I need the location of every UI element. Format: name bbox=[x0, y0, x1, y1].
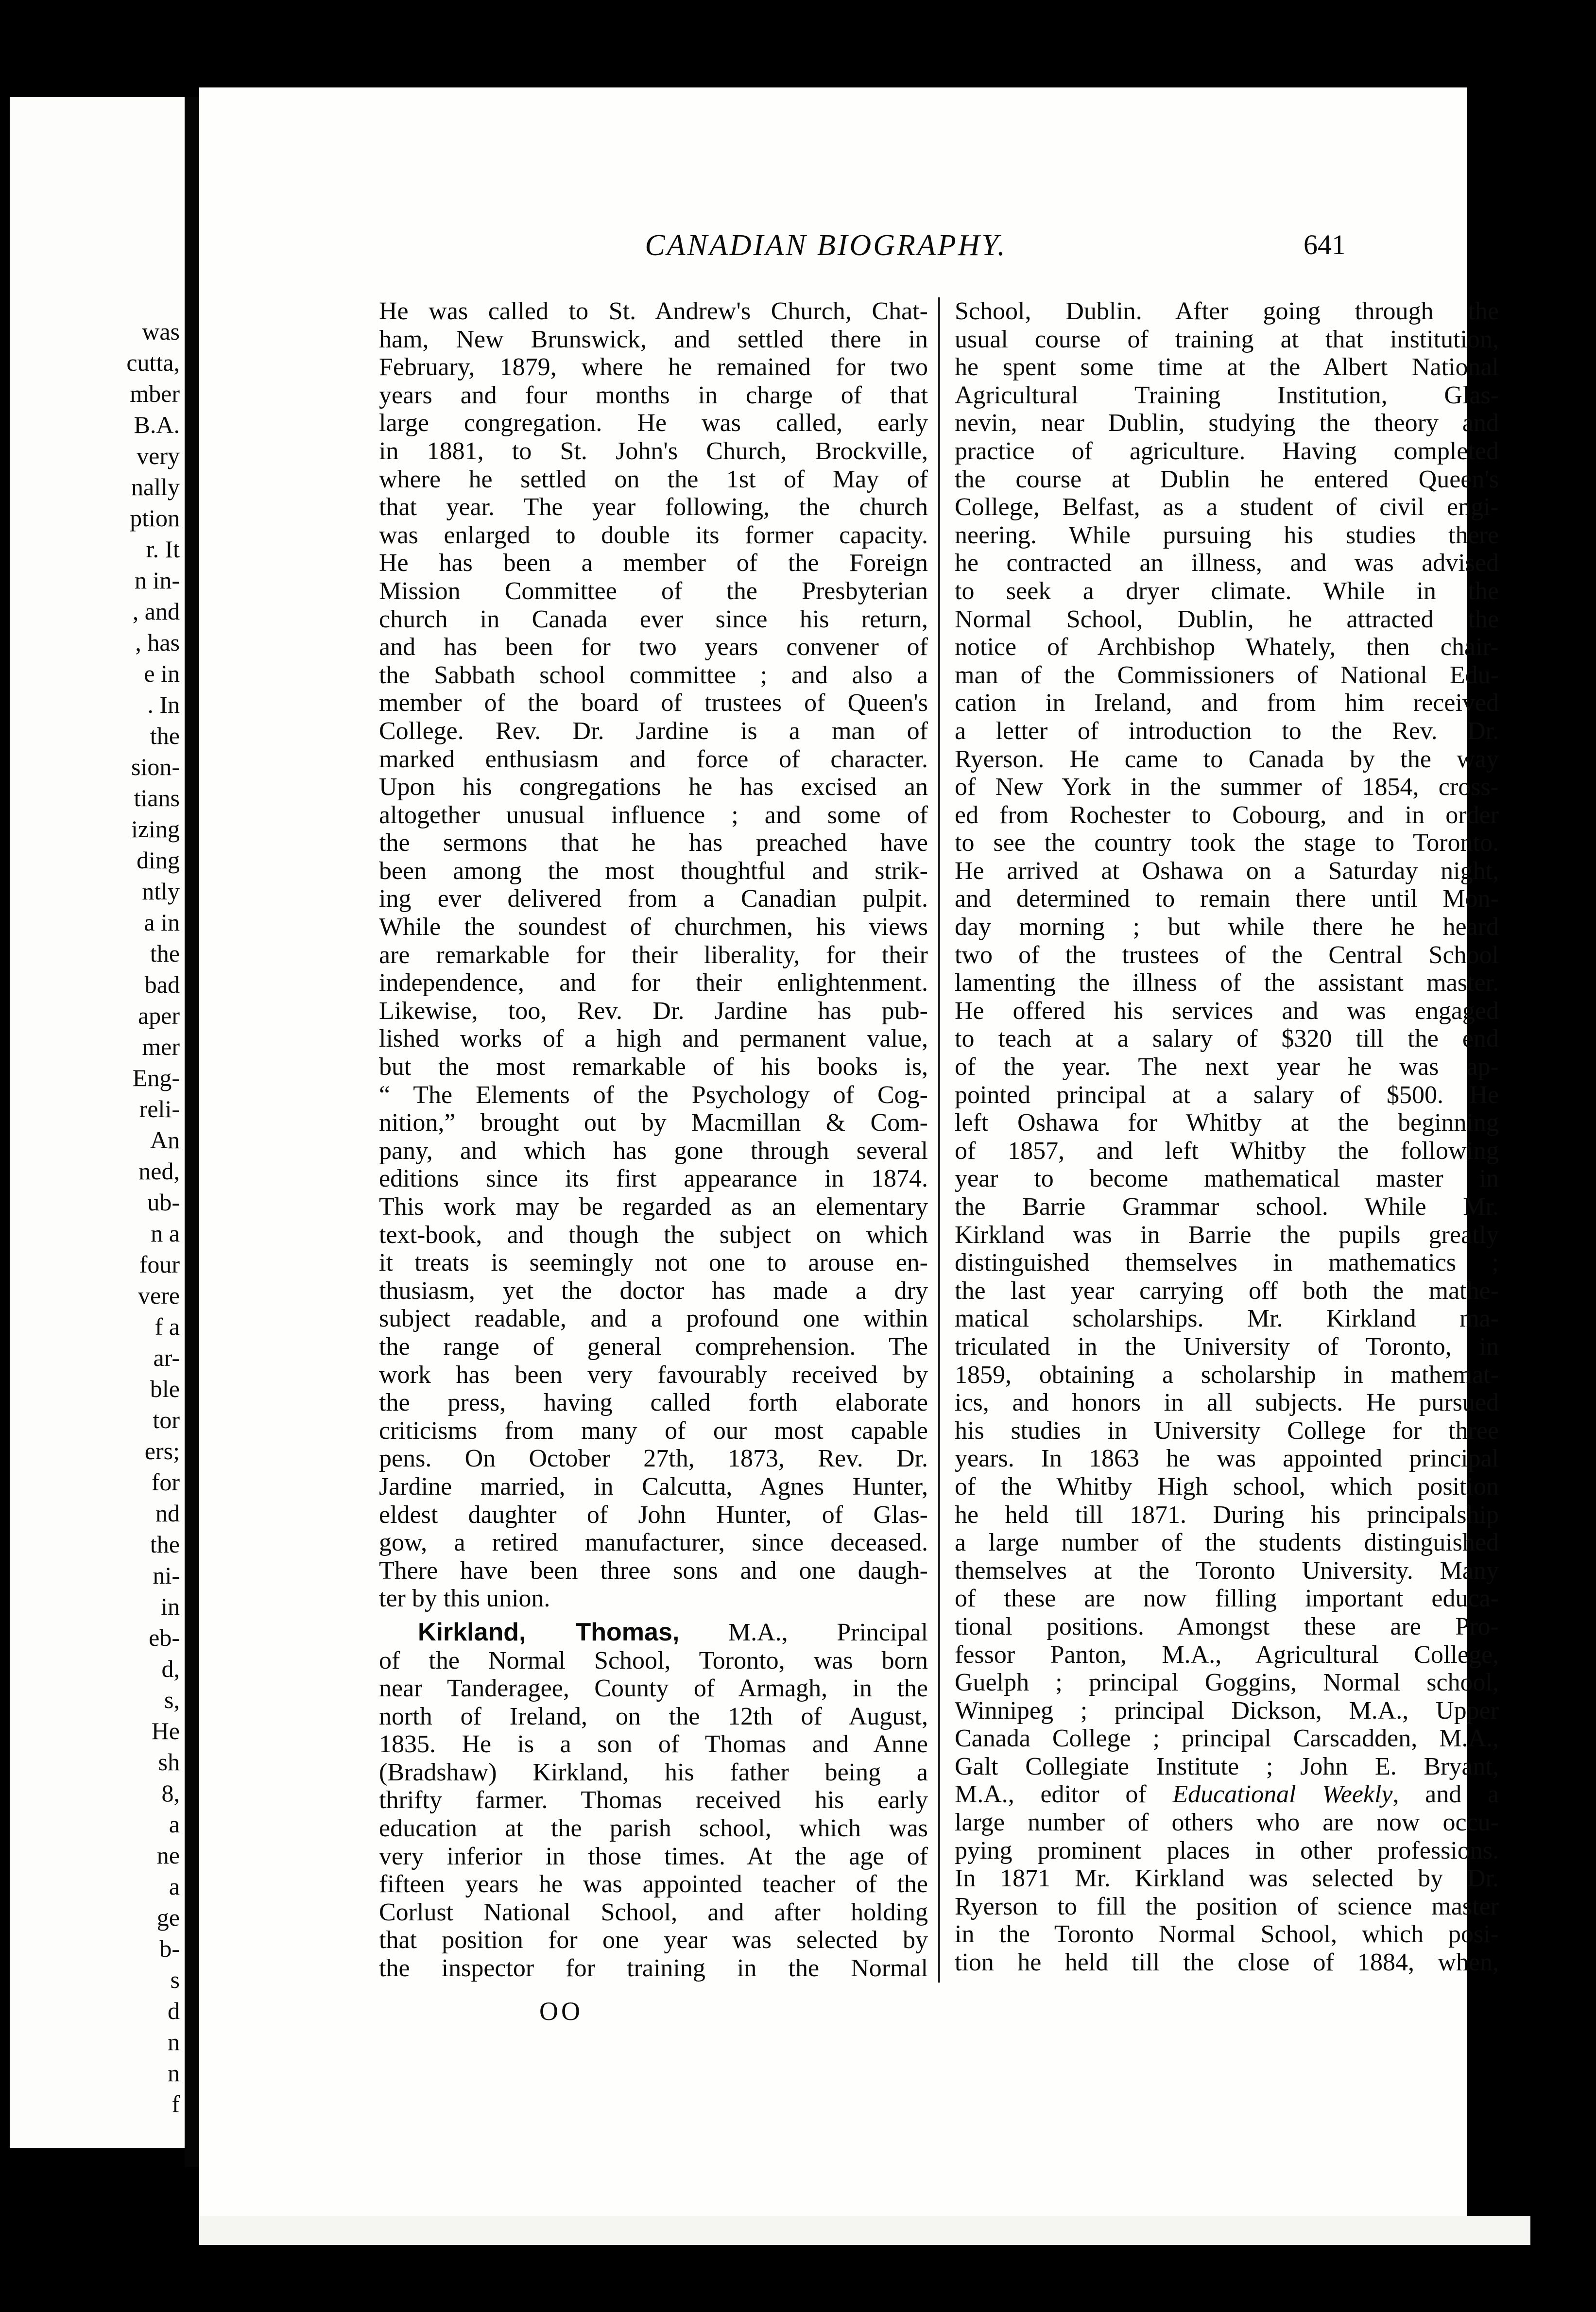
text-line: in the Toronto Normal School, which posi- bbox=[955, 1920, 1499, 1949]
text-line: the course at Dublin he entered Queen's bbox=[955, 465, 1499, 493]
text-line: that position for one year was selected by bbox=[379, 1926, 928, 1954]
text-line: to teach at a salary of $320 till the end bbox=[955, 1025, 1499, 1053]
text-line: north of Ireland, on the 12th of August, bbox=[379, 1702, 928, 1730]
text-line: pens. On October 27th, 1873, Rev. Dr. bbox=[379, 1445, 928, 1473]
text-line: Mission Committee of the Presbyterian bbox=[379, 577, 928, 605]
fragment-line: mer bbox=[142, 1033, 180, 1060]
page-edge bbox=[199, 2216, 1530, 2245]
text-line: criticisms from many of our most capable bbox=[379, 1416, 928, 1445]
fragment-line: reli- bbox=[139, 1095, 180, 1122]
fragment-line: Eng- bbox=[132, 1064, 180, 1091]
text-line: He has been a member of the Foreign bbox=[379, 549, 928, 577]
fragment-line: d, bbox=[161, 1655, 180, 1682]
entry-heading-line bbox=[379, 1619, 928, 1647]
text-line: tional positions. Amongst these are Pro- bbox=[955, 1612, 1499, 1640]
fragment-line: izing bbox=[131, 815, 180, 843]
text-line: pying prominent places in other professions. bbox=[955, 1836, 1499, 1864]
text-line: Ryerson to fill the position of science master bbox=[955, 1892, 1499, 1920]
text-line: He offered his services and was engaged bbox=[955, 997, 1499, 1025]
text-line: Normal School, Dublin, he attracted the bbox=[955, 605, 1499, 633]
fragment-line: ge bbox=[156, 1904, 180, 1931]
fragment-line: sh bbox=[158, 1748, 180, 1776]
text-line: tion he held till the close of 1884, when, bbox=[955, 1949, 1499, 1977]
text-line: of New York in the summer of 1854, cross- bbox=[955, 773, 1499, 801]
fragment-line: nally bbox=[131, 473, 180, 500]
text-line: Agricultural Training Institution, Glas- bbox=[955, 381, 1499, 409]
text-line: subject readable, and a profound one within bbox=[379, 1305, 928, 1333]
text-line: M.A., editor of Educational Weekly, and a bbox=[955, 1780, 1499, 1809]
text-line: where he settled on the 1st of May of bbox=[379, 465, 928, 493]
fragment-line: a in bbox=[144, 909, 180, 936]
text-line: was enlarged to double its former capacity. bbox=[379, 521, 928, 549]
text-line: ing ever delivered from a Canadian pulpit. bbox=[379, 885, 928, 913]
text-line: the inspector for training in the Normal bbox=[379, 1954, 928, 1983]
text-line: notice of Archbishop Whately, then chair- bbox=[955, 633, 1499, 661]
fragment-line: cutta, bbox=[126, 349, 180, 376]
fragment-line: n bbox=[168, 2028, 180, 2055]
fragment-line: for bbox=[151, 1468, 180, 1496]
text-line: eldest daughter of John Hunter, of Glas- bbox=[379, 1501, 928, 1529]
text-line: church in Canada ever since his return, bbox=[379, 605, 928, 633]
fragment-line: ar- bbox=[153, 1344, 180, 1371]
fragment-line: the bbox=[150, 940, 180, 967]
fragment-line: , has bbox=[135, 629, 180, 656]
fragment-line: B.A. bbox=[134, 411, 180, 438]
text-line: Upon his congregations he has excised an bbox=[379, 773, 928, 801]
text-line: large number of others who are now occu- bbox=[955, 1809, 1499, 1837]
text-line: (Bradshaw) Kirkland, his father being a bbox=[379, 1758, 928, 1786]
fragment-line: ub- bbox=[147, 1189, 180, 1216]
book-page bbox=[199, 87, 1499, 2216]
fragment-line: was bbox=[142, 318, 180, 345]
text-line: Canada College ; principal Carscadden, M.A., bbox=[955, 1725, 1499, 1753]
text-line: two of the trustees of the Central School bbox=[955, 941, 1499, 969]
text-line: distinguished themselves in mathematics ; bbox=[955, 1249, 1499, 1277]
fragment-line: n a bbox=[151, 1220, 180, 1247]
running-title: CANADIAN BIOGRAPHY. bbox=[645, 229, 1007, 262]
fragment-line: . In bbox=[147, 691, 180, 718]
text-line: the press, having called forth elaborate bbox=[379, 1389, 928, 1417]
fragment-line: 8, bbox=[161, 1779, 180, 1807]
text-line: Corlust National School, and after holding bbox=[379, 1898, 928, 1926]
text-line: a large number of the students distinguished bbox=[955, 1529, 1499, 1557]
text-line: his studies in University College for three bbox=[955, 1416, 1499, 1445]
fragment-line: very bbox=[137, 442, 180, 469]
text-line: it treats is seemingly not one to arouse en- bbox=[379, 1249, 928, 1277]
text-line: of the Normal School, Toronto, was born bbox=[379, 1646, 928, 1674]
text-line: fifteen years he was appointed teacher of the bbox=[379, 1870, 928, 1898]
entry-title-text: M.A., Principal bbox=[679, 1618, 928, 1646]
text-line: marked enthusiasm and force of character. bbox=[379, 745, 928, 773]
text-line: been among the most thoughtful and strik- bbox=[379, 857, 928, 885]
book-gutter bbox=[185, 97, 199, 2167]
text-line: ics, and honors in all subjects. He pursued bbox=[955, 1389, 1499, 1417]
text-line: years. In 1863 he was appointed principal bbox=[955, 1445, 1499, 1473]
text-line: independence, and for their enlightenment. bbox=[379, 969, 928, 997]
text-line: text-book, and though the subject on which bbox=[379, 1221, 928, 1249]
fragment-line: , and bbox=[132, 598, 180, 625]
text-line: 1835. He is a son of Thomas and Anne bbox=[379, 1730, 928, 1759]
text-line: Ryerson. He came to Canada by the way bbox=[955, 745, 1499, 773]
running-head bbox=[199, 228, 1467, 272]
text-line: but the most remarkable of his books is, bbox=[379, 1053, 928, 1081]
fragment-line: e in bbox=[144, 660, 180, 687]
fragment-line: bad bbox=[144, 971, 180, 998]
text-line: the sermons that he has preached have bbox=[379, 829, 928, 857]
text-line: This work may be regarded as an elementary bbox=[379, 1193, 928, 1221]
text-line: usual course of training at that institution, bbox=[955, 325, 1499, 353]
fragment-line: n in- bbox=[134, 567, 180, 594]
text-line: education at the parish school, which was bbox=[379, 1814, 928, 1843]
text-line: of the Whitby High school, which position bbox=[955, 1472, 1499, 1501]
text-line: day morning ; but while there he heard bbox=[955, 913, 1499, 941]
text-line: School, Dublin. After going through the bbox=[955, 297, 1499, 325]
fragment-line: in bbox=[161, 1593, 180, 1620]
text-line: and has been for two years convener of bbox=[379, 633, 928, 661]
text-line: College. Rev. Dr. Jardine is a man of bbox=[379, 717, 928, 745]
fragment-line: tians bbox=[134, 784, 180, 811]
text-line: the range of general comprehension. The bbox=[379, 1332, 928, 1361]
text-line: he held till 1871. During his principalship bbox=[955, 1501, 1499, 1529]
text-line: Likewise, too, Rev. Dr. Jardine has pub- bbox=[379, 997, 928, 1025]
text-line: “ The Elements of the Psychology of Cog- bbox=[379, 1081, 928, 1109]
fragment-line: sion- bbox=[131, 753, 180, 780]
text-line: year to become mathematical master in bbox=[955, 1165, 1499, 1193]
fragment-line: s, bbox=[164, 1686, 180, 1713]
text-line: and determined to remain there until Mon- bbox=[955, 885, 1499, 913]
text-line: In 1871 Mr. Kirkland was selected by Dr. bbox=[955, 1864, 1499, 1893]
text-line: February, 1879, where he remained for two bbox=[379, 353, 928, 381]
fragment-line: An bbox=[150, 1126, 180, 1154]
text-line: College, Belfast, as a student of civil engi- bbox=[955, 493, 1499, 521]
text-line: ed from Rochester to Cobourg, and in order bbox=[955, 801, 1499, 829]
fragment-line: the bbox=[150, 722, 180, 749]
fragment-line: d bbox=[168, 1997, 180, 2024]
text-line: Kirkland was in Barrie the pupils greatly bbox=[955, 1221, 1499, 1249]
text-line: pany, and which has gone through several bbox=[379, 1137, 928, 1165]
previous-page-text bbox=[10, 316, 180, 2120]
text-line: He was called to St. Andrew's Church, Chat- bbox=[379, 297, 928, 325]
text-line: Galt Collegiate Institute ; John E. Bryant, bbox=[955, 1752, 1499, 1780]
entry-name: Kirkland, Thomas, bbox=[418, 1618, 680, 1646]
fragment-line: ne bbox=[156, 1842, 180, 1869]
fragment-line: ding bbox=[137, 846, 180, 874]
text-line: Guelph ; principal Goggins, Normal school, bbox=[955, 1669, 1499, 1697]
fragment-line: r. It bbox=[146, 535, 180, 563]
fragment-line: He bbox=[151, 1717, 180, 1744]
text-line: gow, a retired manufacturer, since deceased. bbox=[379, 1529, 928, 1557]
text-line: nition,” brought out by Macmillan & Com- bbox=[379, 1109, 928, 1137]
text-line: neering. While pursuing his studies there bbox=[955, 521, 1499, 549]
column-divider bbox=[938, 297, 940, 1983]
text-line: Winnipeg ; principal Dickson, M.A., Upper bbox=[955, 1696, 1499, 1725]
page-number: 641 bbox=[1304, 229, 1346, 260]
fragment-line: ers; bbox=[144, 1437, 180, 1465]
fragment-line: mber bbox=[130, 380, 180, 407]
text-line: he spent some time at the Albert National bbox=[955, 353, 1499, 381]
text-line: left Oshawa for Whitby at the beginning bbox=[955, 1109, 1499, 1137]
text-line: the Sabbath school committee ; and also a bbox=[379, 661, 928, 689]
text-line: to see the country took the stage to Toronto. bbox=[955, 829, 1499, 857]
fragment-line: ntly bbox=[142, 878, 180, 905]
fragment-line: the bbox=[150, 1531, 180, 1558]
fragment-line: tor bbox=[153, 1406, 180, 1433]
text-line: are remarkable for their liberality, for their bbox=[379, 941, 928, 969]
signature-mark: OO bbox=[539, 1997, 583, 2026]
text-line: lished works of a high and permanent value, bbox=[379, 1025, 928, 1053]
fragment-line: aper bbox=[137, 1002, 180, 1029]
text-line: of 1857, and left Whitby the following bbox=[955, 1137, 1499, 1165]
text-line: near Tanderagee, County of Armagh, in the bbox=[379, 1674, 928, 1703]
text-line: pointed principal at a salary of $500. He bbox=[955, 1081, 1499, 1109]
fragment-line: a bbox=[169, 1873, 180, 1900]
fragment-line: ned, bbox=[138, 1157, 180, 1185]
fragment-line: eb- bbox=[149, 1624, 180, 1651]
text-line: themselves at the Toronto University. Many bbox=[955, 1556, 1499, 1585]
text-line: nevin, near Dublin, studying the theory and bbox=[955, 409, 1499, 437]
text-line: Jardine married, in Calcutta, Agnes Hunter, bbox=[379, 1472, 928, 1501]
text-line: of the year. The next year he was ap- bbox=[955, 1053, 1499, 1081]
fragment-line: a bbox=[169, 1811, 180, 1838]
text-line: cation in Ireland, and from him received bbox=[955, 689, 1499, 717]
fragment-line: ption bbox=[130, 504, 180, 532]
fragment-line: n bbox=[168, 2059, 180, 2087]
text-line: editions since its first appearance in 1874. bbox=[379, 1165, 928, 1193]
text-line: member of the board of trustees of Queen's bbox=[379, 689, 928, 717]
text-line: He arrived at Oshawa on a Saturday night, bbox=[955, 857, 1499, 885]
fragment-line: s bbox=[170, 1966, 180, 1993]
fragment-line: f bbox=[172, 2090, 180, 2118]
fragment-line: b- bbox=[159, 1935, 180, 1962]
text-line: in 1881, to St. John's Church, Brockville, bbox=[379, 437, 928, 465]
fragment-line: ni- bbox=[153, 1562, 180, 1589]
text-line: While the soundest of churchmen, his views bbox=[379, 913, 928, 941]
fragment-line: nd bbox=[155, 1500, 180, 1527]
text-line: of these are now filling important educa- bbox=[955, 1585, 1499, 1613]
left-column bbox=[379, 297, 928, 1983]
text-line: fessor Panton, M.A., Agricultural College, bbox=[955, 1640, 1499, 1669]
right-column bbox=[955, 297, 1499, 1977]
text-line: lamenting the illness of the assistant master. bbox=[955, 969, 1499, 997]
text-line: altogether unusual influence ; and some of bbox=[379, 801, 928, 829]
text-line: man of the Commissioners of National Edu- bbox=[955, 661, 1499, 689]
text-line: large congregation. He was called, early bbox=[379, 409, 928, 437]
text-line: practice of agriculture. Having completed bbox=[955, 437, 1499, 465]
fragment-line: f a bbox=[154, 1313, 180, 1340]
text-line: the Barrie Grammar school. While Mr. bbox=[955, 1193, 1499, 1221]
text-line: very inferior in those times. At the age of bbox=[379, 1842, 928, 1870]
text-line: ter by this union. bbox=[379, 1585, 550, 1613]
text-line: the last year carrying off both the mathe- bbox=[955, 1277, 1499, 1305]
text-line: thrifty farmer. Thomas received his early bbox=[379, 1786, 928, 1814]
fragment-line: ble bbox=[150, 1375, 180, 1402]
text-line: ham, New Brunswick, and settled there in bbox=[379, 325, 928, 353]
text-line: There have been three sons and one daugh- bbox=[379, 1556, 928, 1585]
text-line: 1859, obtaining a scholarship in mathemat- bbox=[955, 1361, 1499, 1389]
text-line: to seek a dryer climate. While in the bbox=[955, 577, 1499, 605]
text-line: triculated in the University of Toronto, in bbox=[955, 1332, 1499, 1361]
fragment-line: vere bbox=[137, 1282, 180, 1309]
fragment-line: four bbox=[139, 1251, 180, 1278]
text-line: that year. The year following, the church bbox=[379, 493, 928, 521]
text-line: years and four months in charge of that bbox=[379, 381, 928, 409]
text-line: a letter of introduction to the Rev. Dr. bbox=[955, 717, 1499, 745]
text-line: he contracted an illness, and was advised bbox=[955, 549, 1499, 577]
text-line: matical scholarships. Mr. Kirkland ma- bbox=[955, 1305, 1499, 1333]
text-line: work has been very favourably received by bbox=[379, 1361, 928, 1389]
text-line: thusiasm, yet the doctor has made a dry bbox=[379, 1277, 928, 1305]
